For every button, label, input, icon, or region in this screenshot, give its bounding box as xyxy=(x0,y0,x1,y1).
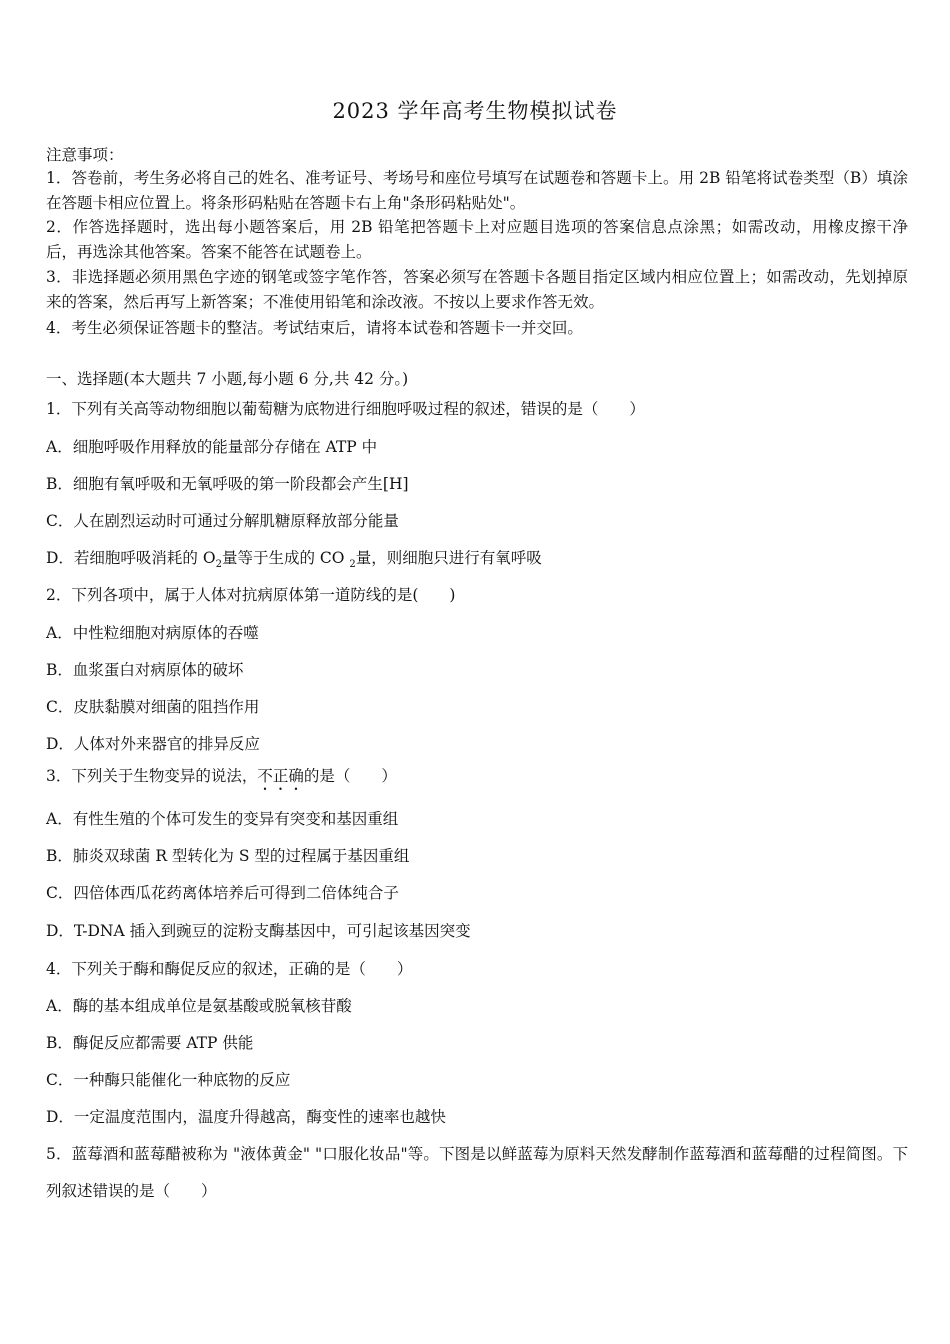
carbon-dioxide-subscript: 2 xyxy=(349,559,356,570)
question-3-option-b: B．肺炎双球菌 R 型转化为 S 型的过程属于基因重组 xyxy=(46,847,410,865)
question-2-option-a: A．中性粒细胞对病原体的吞噬 xyxy=(46,624,259,642)
notice-item-1: 1．答卷前，考生务必将自己的姓名、准考证号、考场号和座位号填写在试题卷和答题卡上。用 2B 铅笔将试卷类型（B）填涂在答题卡相应位置上。将条形码粘贴在答题卡右上角"条形码粘贴处"。 xyxy=(46,169,908,212)
question-4-stem: 4．下列关于酶和酶促反应的叙述，正确的是（ ） xyxy=(46,960,413,978)
question-4-option-b: B．酶促反应都需要 ATP 供能 xyxy=(46,1034,254,1052)
question-3-stem xyxy=(46,765,908,794)
question-3-stem-text-1: 3．下列关于生物变异的说法， xyxy=(46,767,258,785)
question-1-option-d-text-3: 量，则细胞只进行有氧呼吸 xyxy=(355,549,542,567)
question-1-stem: 1．下列有关高等动物细胞以葡萄糖为底物进行细胞呼吸过程的叙述，错误的是（ ） xyxy=(46,400,645,418)
notice-item-2: 2．作答选择题时，选出每小题答案后，用 2B 铅笔把答题卡上对应题目选项的答案信息点涂黑；如需改动，用橡皮擦干净后，再选涂其他答案。答案不能答在试题卷上。 xyxy=(46,218,908,261)
notice-item-4: 4．考生必须保证答题卡的整洁。考试结束后，请将本试卷和答题卡一并交回。 xyxy=(46,319,583,337)
question-1-option-a: A．细胞呼吸作用释放的能量部分存储在 ATP 中 xyxy=(46,438,378,456)
question-3-emphasis: 不正确 xyxy=(257,767,304,785)
notice-heading: 注意事项： xyxy=(46,146,124,164)
oxygen-subscript: 2 xyxy=(215,559,222,570)
question-3-option-a: A．有性生殖的个体可发生的变异有突变和基因重组 xyxy=(46,810,399,828)
section-heading: 一、选择题(本大题共 7 小题,每小题 6 分,共 42 分。) xyxy=(46,370,409,388)
question-1-option-c: C．人在剧烈运动时可通过分解肌糖原释放部分能量 xyxy=(46,512,399,530)
question-4-option-c: C．一种酶只能催化一种底物的反应 xyxy=(46,1071,291,1089)
question-4-option-a: A．酶的基本组成单位是氨基酸或脱氧核苷酸 xyxy=(46,997,352,1015)
question-3-stem-text-2: 的是（ ） xyxy=(303,767,397,785)
question-2-option-b: B．血浆蛋白对病原体的破坏 xyxy=(46,661,244,679)
question-2-option-d: D．人体对外来器官的排异反应 xyxy=(46,735,260,753)
question-3-option-c: C．四倍体西瓜花药离体培养后可得到二倍体纯合子 xyxy=(46,884,399,902)
question-3-option-d: D．T-DNA 插入到豌豆的淀粉支酶基因中，可引起该基因突变 xyxy=(46,922,471,940)
question-2-stem: 2．下列各项中，属于人体对抗病原体第一道防线的是( ) xyxy=(46,586,456,604)
page-title: 2023 学年高考生物模拟试卷 xyxy=(332,99,618,123)
question-2-option-c: C．皮肤黏膜对细菌的阻挡作用 xyxy=(46,698,260,716)
question-5-stem: 5．蓝莓酒和蓝莓醋被称为 "液体黄金" "口服化妆品"等。下图是以鲜蓝莓为原料天然发酵制作蓝莓酒和蓝莓醋的过程简图。下列叙述错误的是（ ） xyxy=(46,1145,908,1200)
question-1-option-d-text-2: 量等于生成的 CO xyxy=(221,549,350,567)
question-4-option-d: D．一定温度范围内，温度升得越高，酶变性的速率也越快 xyxy=(46,1108,446,1126)
question-1-option-d-text-1: D．若细胞呼吸消耗的 O xyxy=(46,549,216,567)
question-1-option-b: B．细胞有氧呼吸和无氧呼吸的第一阶段都会产生[H] xyxy=(46,475,409,493)
notice-item-3: 3．非选择题必须用黑色字迹的钢笔或签字笔作答，答案必须写在答题卡各题目指定区域内相应位置上；如需改动，先划掉原来的答案，然后再写上新答案；不准使用铅笔和涂改液。不按以上要求作答无效。 xyxy=(46,268,908,311)
question-1-option-d xyxy=(46,547,908,569)
